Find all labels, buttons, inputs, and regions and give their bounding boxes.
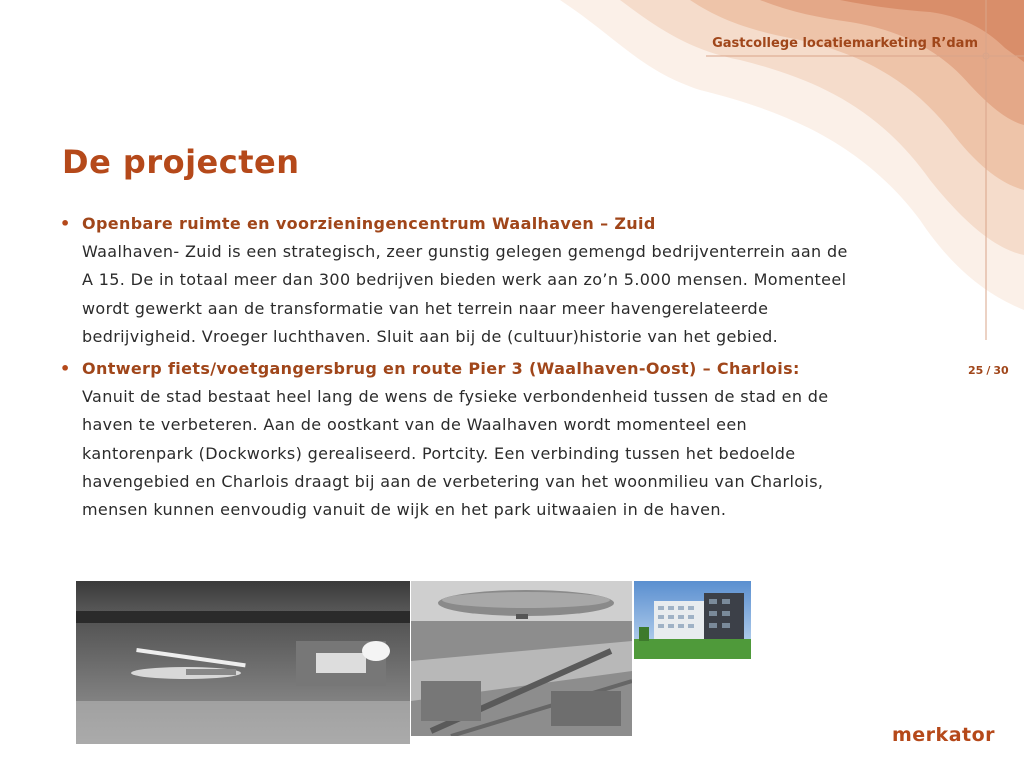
bullet-body: Waalhaven- Zuid is een strategisch, zeer gunstig gelegen gemengd bedrijventerrein aan de A 15. De in totaal meer dan 300 bedrijven bieden werk aan zo’n 5.000 mensen. Momenteel wordt gewerkt aan de transformatie van het terrein naar meer havengerelateerde bedrijvigheid. Vroeger luchthaven. Sluit aan bij de (cultuur)historie van het gebied.	[82, 242, 848, 346]
bullet-heading: Ontwerp fiets/voetgangersbrug en route Pier 3 (Waalhaven-Oost) – Charlois:	[82, 359, 800, 379]
bullet-heading: Openbare ruimte en voorzieningencentrum Waalhaven – Zuid	[82, 214, 656, 233]
bullet-body: Vanuit de stad bestaat heel lang de wens de fysieke verbondenheid tussen de stad en de haven te verbeteren. Aan de oostkant van de Waalhaven wordt momenteel een kantorenpark (Dockworks) gerealiseerd. Portcity. Een verbinding tussen het bedoelde havengebied en Charlois draagt bij aan de verbetering van het woonmilieu van Charlois, mensen kunnen eenvoudig vanuit de wijk en het park uitwaaien in de haven.	[82, 387, 829, 520]
photo-office-render	[634, 581, 751, 659]
page-total: 30	[993, 364, 1009, 377]
bullet-item-waalhaven	[60, 210, 850, 351]
photo-airfield	[76, 581, 410, 744]
page-current: 25	[968, 364, 984, 377]
bullet-dot: •	[60, 359, 71, 379]
slide-title: De projecten	[62, 143, 300, 181]
merkator-logo: merkator	[892, 724, 996, 746]
photo-zeppelin	[411, 581, 632, 736]
presentation-title: Gastcollege locatiemarketing R’dam	[712, 36, 978, 51]
page-indicator	[968, 364, 1009, 377]
slide-content	[60, 210, 850, 528]
bullet-item-pier3	[60, 355, 850, 524]
bullet-dot: •	[60, 214, 71, 233]
page-separator: /	[986, 364, 991, 377]
